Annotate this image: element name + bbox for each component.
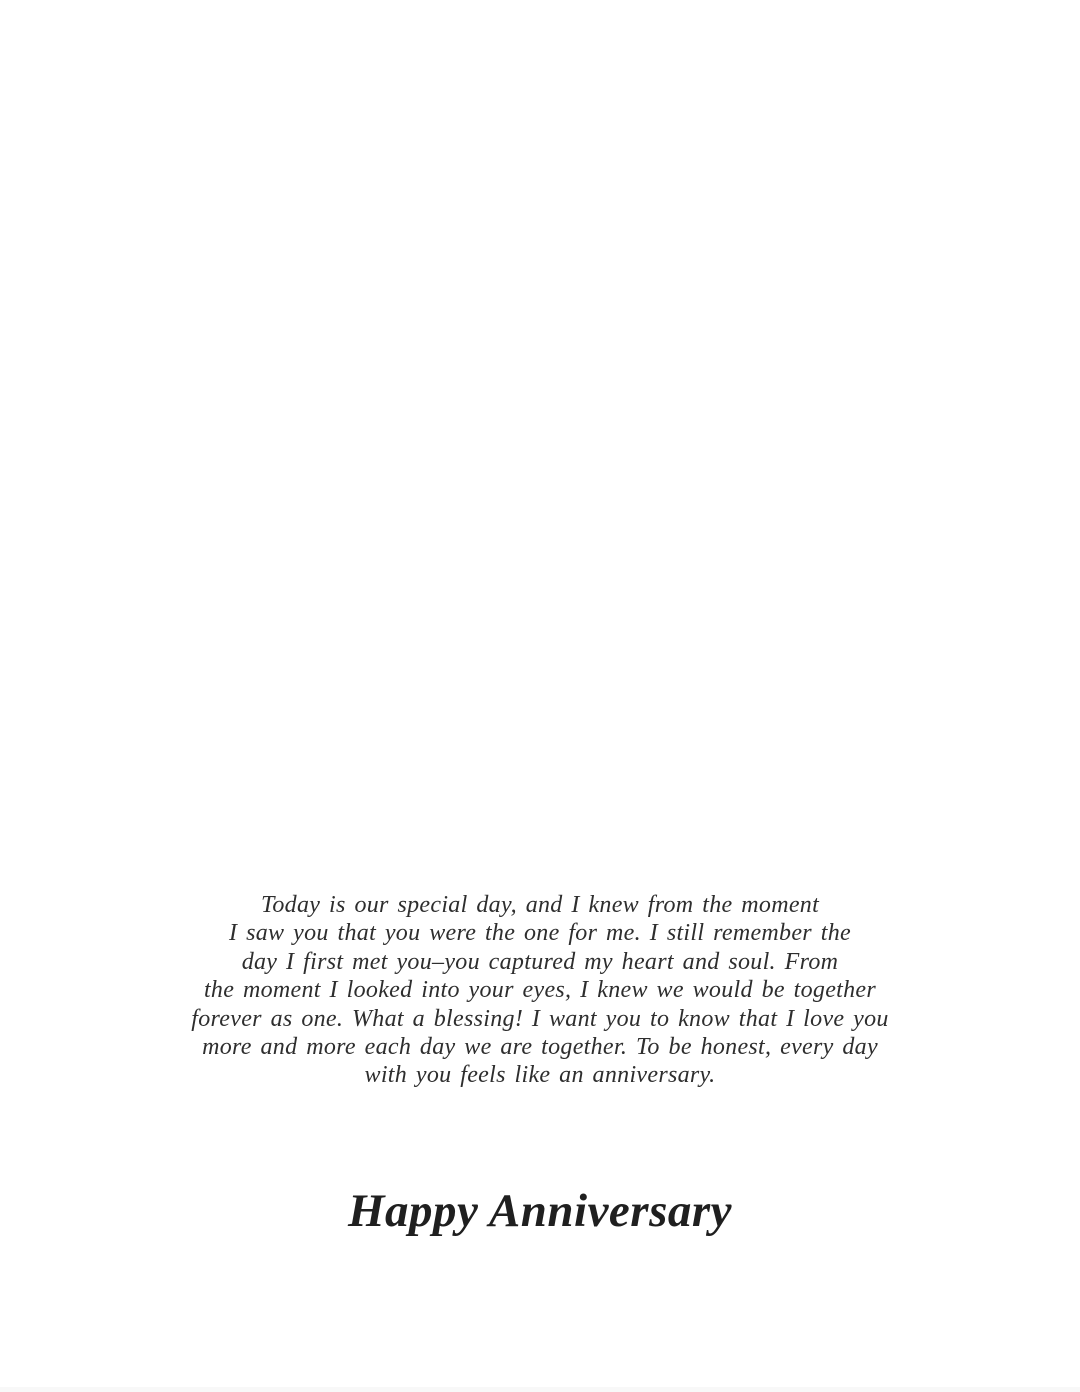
message-line: the moment I looked into your eyes, I knew we would be together <box>203 977 877 1004</box>
message-line: more and more each day we are together. To be honest, every day <box>202 1034 878 1061</box>
message-line: I saw you that you were the one for me. I still remember the <box>229 920 851 947</box>
card-closing-title: Happy Anniversary <box>347 1185 733 1237</box>
card-message-block <box>0 891 1080 1090</box>
message-line: day I first met you–you captured my heart and soul. From <box>241 948 839 975</box>
message-line: forever as one. What a blessing! I want you to know that I love you <box>191 1005 889 1032</box>
message-line: Today is our special day, and I knew from the moment <box>260 892 820 918</box>
page-bottom-edge <box>0 1387 1080 1392</box>
message-line: with you feels like an anniversary. <box>364 1062 716 1089</box>
